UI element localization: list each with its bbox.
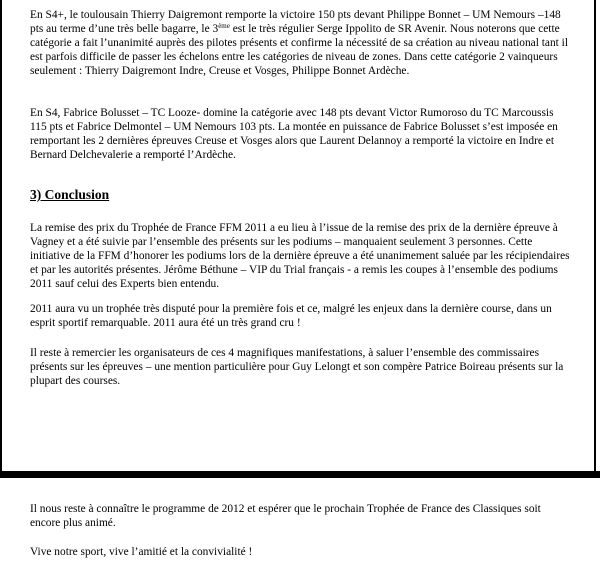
ordinal-superscript: ème — [218, 22, 230, 30]
paragraph-2011-summary — [30, 302, 570, 330]
page-separator — [0, 471, 600, 478]
paragraph-closing-text: Vive notre sport, vive l’amitié et la convivialité ! — [30, 546, 253, 558]
paragraph-closing — [30, 545, 570, 559]
paragraph-prize-ceremony — [30, 221, 570, 291]
paragraph-s4plus-start: En S4+, le toulousain Thierry Daigremont remporte la victoire 150 pts devant Philippe Bonnet – UM Nemours –148 pts au terme d’une très belle bagarre, le 3 — [30, 9, 561, 35]
paragraph-s4plus — [30, 8, 570, 78]
paragraph-s4 — [30, 106, 570, 162]
paragraph-thanks-text: Il reste à remercier les organisateurs de ces 4 magnifiques manifestations, à saluer l’ensemble des commissaires présents sur les épreuves – une mention particulière pour Guy Lelongt et son compère Patrice Boireau présents sur la plupart des courses. — [30, 347, 564, 387]
paragraph-prize-ceremony-text: La remise des prix du Trophée de France FFM 2011 a eu lieu à l’issue de la remise des prix de la dernière épreuve à Vagney et a été suivie par l’ensemble des présents sur les podiums – manquaient seulement 3 personnes. Cette initiative de la FFM d’honorer les podiums lors de la dernière épreuve a été unanimement saluée par les récipiendaires et par les autorités présentes. Jérôme Béthune – VIP du Trial français - a remis les coupes à l’ensemble des podiums 2011 sauf celui des Experts bien entendu. — [30, 222, 570, 290]
section-heading-conclusion: 3) Conclusion — [30, 187, 110, 202]
paragraph-2011-summary-text: 2011 aura vu un trophée très disputé pour la première fois et ce, malgré les enjeux dans la dernière course, dans un esprit sportif remarquable. 2011 aura été un très grand cru ! — [30, 303, 552, 329]
paragraph-s4plus-text — [30, 8, 570, 78]
paragraph-2012-program-text: Il nous reste à connaître le programme de 2012 et espérer que le prochain Trophée de France des Classiques soit encore plus animé. — [30, 503, 541, 529]
paragraph-thanks — [30, 346, 570, 388]
paragraph-s4plus-end: est le très régulier Serge Ippolito de SR Avenir. Nous noterons que cette catégorie a fait l’unanimité auprès des pilotes présents et confirme la nécessité de sa création au niveau national tant il est parfois difficile de passer les échelons entre les catégories de niveau de zones. Dans cette catégorie 2 vainqueurs seulement : Thierry Daigremont Indre, Creuse et Vosges, Philippe Bonnet Ardèche. — [30, 23, 568, 77]
paragraph-s4-text: En S4, Fabrice Bolusset – TC Looze- domine la catégorie avec 148 pts devant Victor Rumoroso du TC Marcoussis 115 pts et Fabrice Delmontel – UM Nemours 103 pts. La montée en puissance de Fabrice Bolusset s’est imposée en remportant les 2 dernières épreuves Creuse et Vosges alors que Laurent Delannoy a remporté la victoire en Indre et Bernard Delchevalerie a remporté l’Ardèche. — [30, 107, 558, 161]
paragraph-2012-program — [30, 502, 570, 530]
